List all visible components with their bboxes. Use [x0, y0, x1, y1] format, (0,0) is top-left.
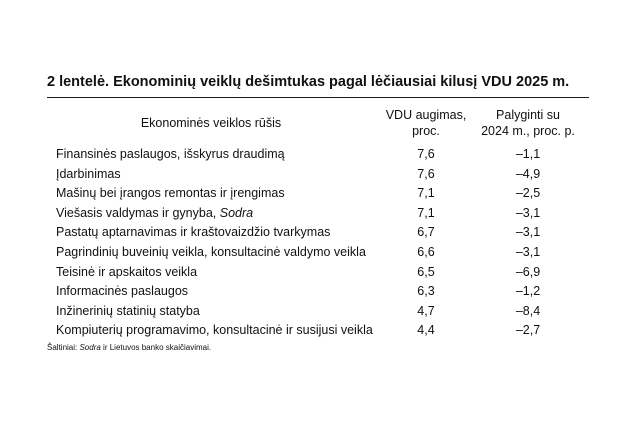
- column-header-compare: [467, 101, 589, 145]
- table-title: 2 lentelė. Ekonominių veiklų dešimtukas pagal lėčiausiai kilusį VDU 2025 m.: [47, 74, 570, 90]
- column-header-compare-line2: 2024 m., proc. p.: [481, 124, 575, 138]
- cell-activity: Inžinerinių statinių statyba: [56, 303, 200, 318]
- cell-compare: –8,4: [515, 303, 541, 318]
- column-header-growth-line1: VDU augimas,: [385, 108, 467, 122]
- source-prefix: Šaltiniai:: [47, 342, 80, 352]
- table-row: [47, 282, 589, 302]
- table-row: [47, 243, 589, 263]
- cell-activity: Pastatų aptarnavimas ir kraštovaizdžio tvarkymas: [56, 225, 331, 240]
- source-suffix: ir Lietuvos banko skaičiavimai.: [100, 342, 212, 352]
- cell-activity: Įdarbinimas: [56, 166, 121, 181]
- cell-activity: [47, 204, 385, 224]
- cell-growth: 6,7: [417, 225, 435, 240]
- table-row: [47, 165, 589, 185]
- cell-growth: 7,1: [417, 205, 435, 220]
- table-row: [47, 263, 589, 283]
- cell-activity: Teisinė ir apskaitos veikla: [56, 264, 198, 279]
- column-header-activity: Ekonominės veiklos rūšis: [140, 116, 282, 130]
- cell-growth: 4,4: [417, 323, 435, 338]
- table-row: [47, 204, 589, 224]
- title-divider: [47, 97, 589, 98]
- cell-compare: –6,9: [515, 264, 541, 279]
- source-note: [47, 343, 589, 353]
- data-table: [47, 101, 589, 341]
- cell-activity-text: Viešasis valdymas ir gynyba,: [56, 205, 220, 220]
- cell-compare: –3,1: [515, 205, 541, 220]
- column-header-growth-line2: proc.: [412, 124, 440, 138]
- table-row: [47, 223, 589, 243]
- cell-compare: –3,1: [515, 244, 541, 259]
- cell-compare: –2,7: [515, 323, 541, 338]
- cell-activity-italic: Sodra: [219, 205, 254, 220]
- column-header-compare-line1: Palyginti su: [496, 108, 560, 122]
- column-header-growth: [385, 101, 467, 145]
- table-row: [47, 145, 589, 165]
- cell-growth: 6,3: [417, 284, 435, 299]
- cell-compare: –2,5: [515, 186, 541, 201]
- cell-compare: –3,1: [515, 225, 541, 240]
- cell-growth: 4,7: [417, 303, 435, 318]
- table-row: [47, 321, 589, 341]
- cell-activity: Finansinės paslaugos, išskyrus draudimą: [56, 147, 285, 161]
- cell-growth: 6,6: [417, 244, 435, 259]
- cell-activity: Informacinės paslaugos: [56, 284, 189, 299]
- cell-growth: 7,6: [417, 147, 435, 161]
- table-header-row: [47, 101, 589, 145]
- table-container: [47, 73, 589, 353]
- cell-compare: –4,9: [515, 166, 541, 181]
- cell-compare: –1,2: [515, 284, 541, 299]
- table-row: [47, 302, 589, 322]
- source-italic: Sodra: [79, 342, 101, 352]
- cell-growth: 6,5: [417, 264, 435, 279]
- cell-compare: –1,1: [515, 147, 541, 161]
- cell-activity: Mašinų bei įrangos remontas ir įrengimas: [56, 186, 285, 201]
- cell-activity: Kompiuterių programavimo, konsultacinė ir susijusi veikla: [56, 323, 373, 338]
- cell-growth: 7,1: [417, 186, 435, 201]
- cell-activity: Pagrindinių buveinių veikla, konsultacinė valdymo veikla: [56, 244, 366, 259]
- table-row: [47, 184, 589, 204]
- cell-growth: 7,6: [417, 166, 435, 181]
